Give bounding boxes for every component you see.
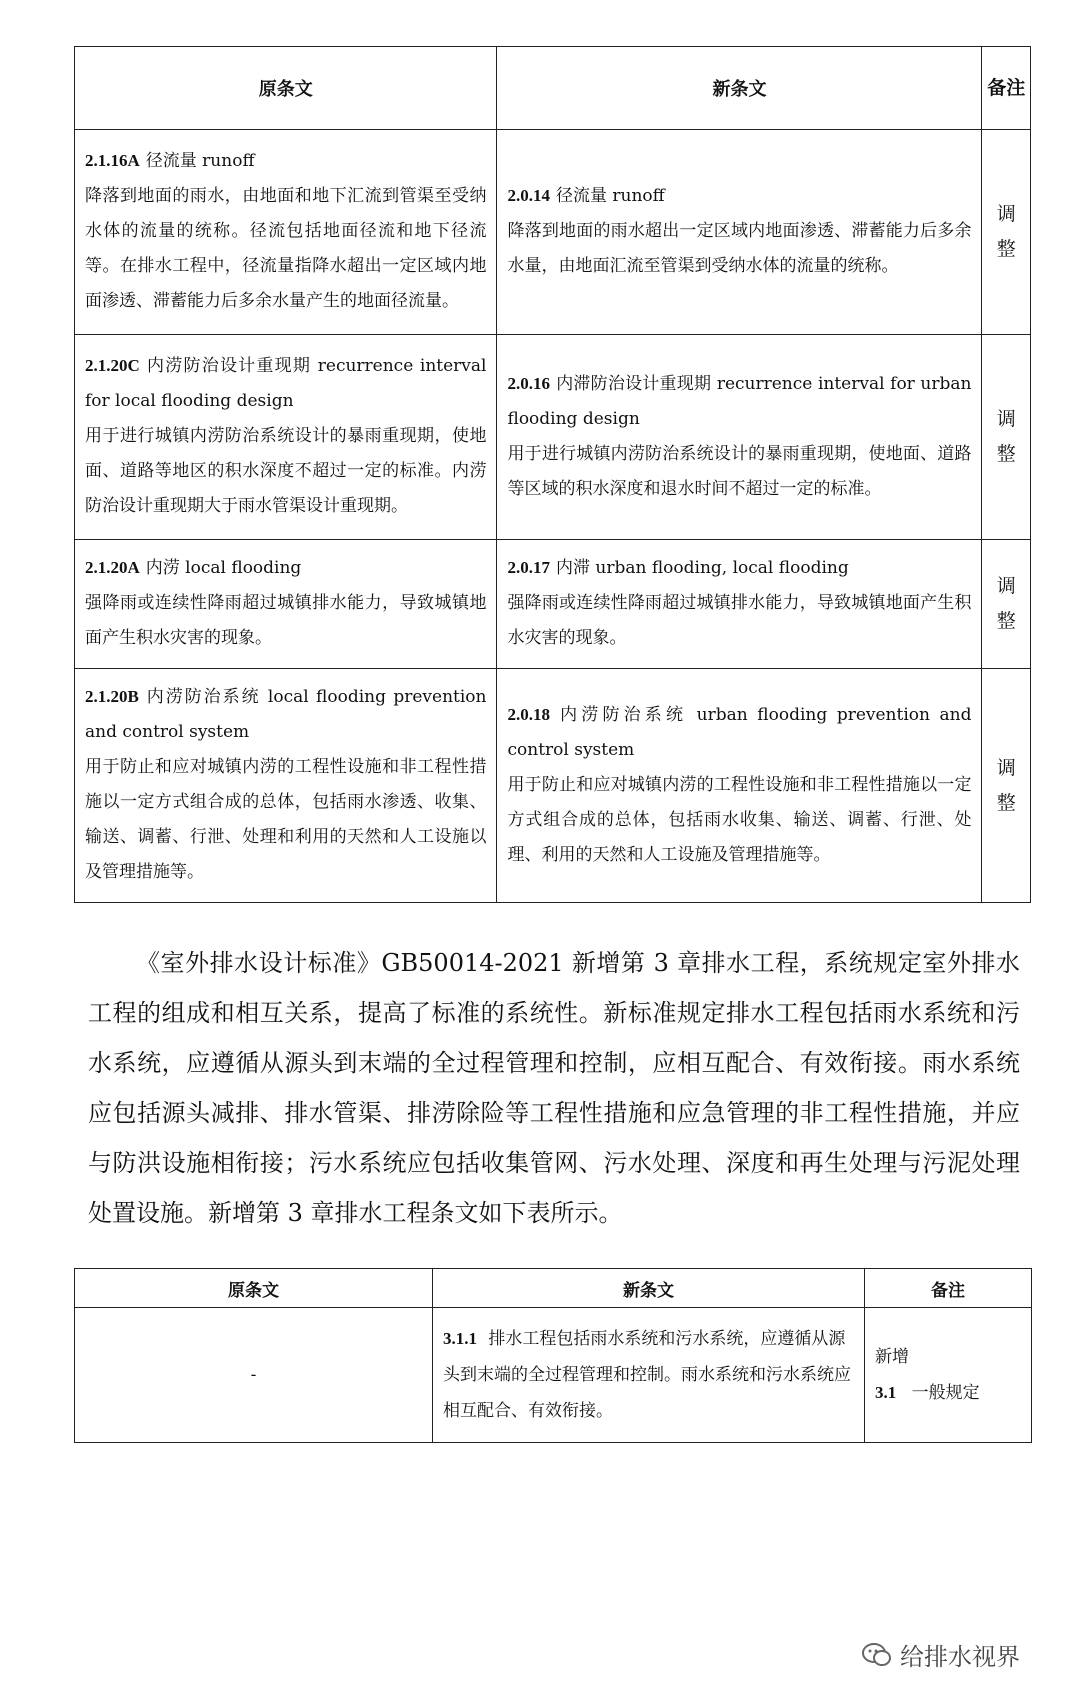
table-row [75,335,1031,540]
clause-body: 降落到地面的雨水超出一定区域内地面渗透、滞蓄能力后多余水量，由地面汇流至管渠到受纳水体的流量的统称。 [507,221,972,276]
clause-body: 用于进行城镇内涝防治系统设计的暴雨重现期，使地面、道路等区域的积水深度和退水时间不超过一定的标准。 [507,443,972,499]
note-text: 调整 [996,756,1016,814]
clause-term: 内滞 urban flooding, local flooding [555,558,849,578]
clause-code: 2.1.20B [85,687,139,706]
clause-code: 2.0.17 [507,558,550,577]
clause-body: 用于进行城镇内涝防治系统设计的暴雨重现期，使地面、道路等地区的积水深度不超过一定的标准。内涝防治设计重现期大于雨水管渠设计重现期。 [85,426,487,516]
header-note: 备注 [865,1269,1032,1308]
clause-term: 内滞防治设计重现期 recurrence interval for urban flooding design [507,373,972,429]
clause-body: 强降雨或连续性降雨超过城镇排水能力，导致城镇地面产生积水灾害的现象。 [507,593,972,648]
clause-code: 2.0.14 [507,186,550,205]
header-original: 原条文 [75,47,497,130]
table-header-row [75,1269,1032,1308]
note-text: 调整 [996,408,1016,465]
note-text: 新增 [875,1347,909,1367]
original-clause [75,540,497,669]
note-cell [982,540,1031,669]
wechat-icon [862,1642,892,1668]
clause-body: 排水工程包括雨水系统和污水系统，应遵循从源头到末端的全过程管理和控制。雨水系统和污水系统应相互配合、有效衔接。 [443,1329,851,1421]
note-code: 3.1 [875,1383,897,1402]
original-clause [75,130,497,335]
clause-code: 2.1.16A [85,151,140,170]
clause-body: 用于防止和应对城镇内涝的工程性设施和非工程性措施以一定方式组合成的总体，包括雨水收集、输送、调蓄、行泄、处理、利用的天然和人工设施及管理措施等。 [507,774,972,865]
header-original: 原条文 [75,1269,433,1308]
clause-comparison-table [74,46,1031,903]
original-clause [75,335,497,540]
clause-code: 2.0.18 [507,704,550,724]
clause-term: 内涝防治系统 local flooding prevention and control system [85,687,487,742]
new-clause [497,540,982,669]
table-row [75,540,1031,669]
original-clause [75,669,497,903]
note-cell [865,1308,1032,1443]
clause-term: 内涝 local flooding [145,558,302,578]
table-row [75,130,1031,335]
note-section: 一般规定 [911,1383,980,1403]
watermark [862,1637,1020,1672]
clause-body: 降落到地面的雨水，由地面和地下汇流到管渠至受纳水体的流量的统称。径流包括地面径流和地下径流等。在排水工程中，径流量指降水超出一定区域内地面渗透、滞蓄能力后多余水量产生的地面径流量。 [85,186,487,311]
note-cell [982,130,1031,335]
table-row [75,1308,1032,1443]
clause-code: 2.0.16 [507,373,550,393]
clause-term: 径流量 runoff [145,151,255,171]
table-header-row [75,47,1031,130]
watermark-text: 给排水视界 [900,1643,1020,1671]
clause-code: 3.1.1 [443,1329,477,1348]
header-new: 新条文 [497,47,982,130]
new-clause [497,335,982,540]
original-clause: - [75,1308,433,1443]
clause-code: 2.1.20C [85,356,140,375]
clause-term: 径流量 runoff [555,186,665,206]
body-paragraph: 《室外排水设计标准》GB50014-2021 新增第 3 章排水工程，系统规定室外排水工程的组成和相互关系，提高了标准的系统性。新标准规定排水工程包括雨水系统和污水系统，应遵循从源头到末端的全过程管理和控制，应相互配合、有效衔接。雨水系统应包括源头减排、排水管渠、排涝除险等工程性措施和应急管理的非工程性措施，并应与防洪设施相衔接；污水系统应包括收集管网、污水处理、深度和再生处理与污泥处理处置设施。新增第 3 章排水工程条文如下表所示。 [88,949,1020,1227]
note-text: 调整 [996,203,1016,260]
new-clause [497,669,982,903]
new-clause [497,130,982,335]
table-row [75,669,1031,903]
header-note: 备注 [982,47,1031,130]
clause-body: 强降雨或连续性降雨超过城镇排水能力，导致城镇地面产生积水灾害的现象。 [85,593,487,648]
note-cell [982,669,1031,903]
note-text: 调整 [996,575,1016,632]
new-clause [433,1308,865,1443]
chapter3-clause-table [74,1268,1032,1443]
note-cell [982,335,1031,540]
clause-code: 2.1.20A [85,558,140,577]
header-new: 新条文 [433,1269,865,1308]
clause-term: 内涝防治系统 urban flooding prevention and control system [507,704,972,760]
clause-term: 内涝防治设计重现期 recurrence interval for local flooding design [85,356,487,411]
clause-body: 用于防止和应对城镇内涝的工程性设施和非工程性措施以一定方式组合成的总体，包括雨水渗透、收集、输送、调蓄、行泄、处理和利用的天然和人工设施以及管理措施等。 [85,757,487,882]
